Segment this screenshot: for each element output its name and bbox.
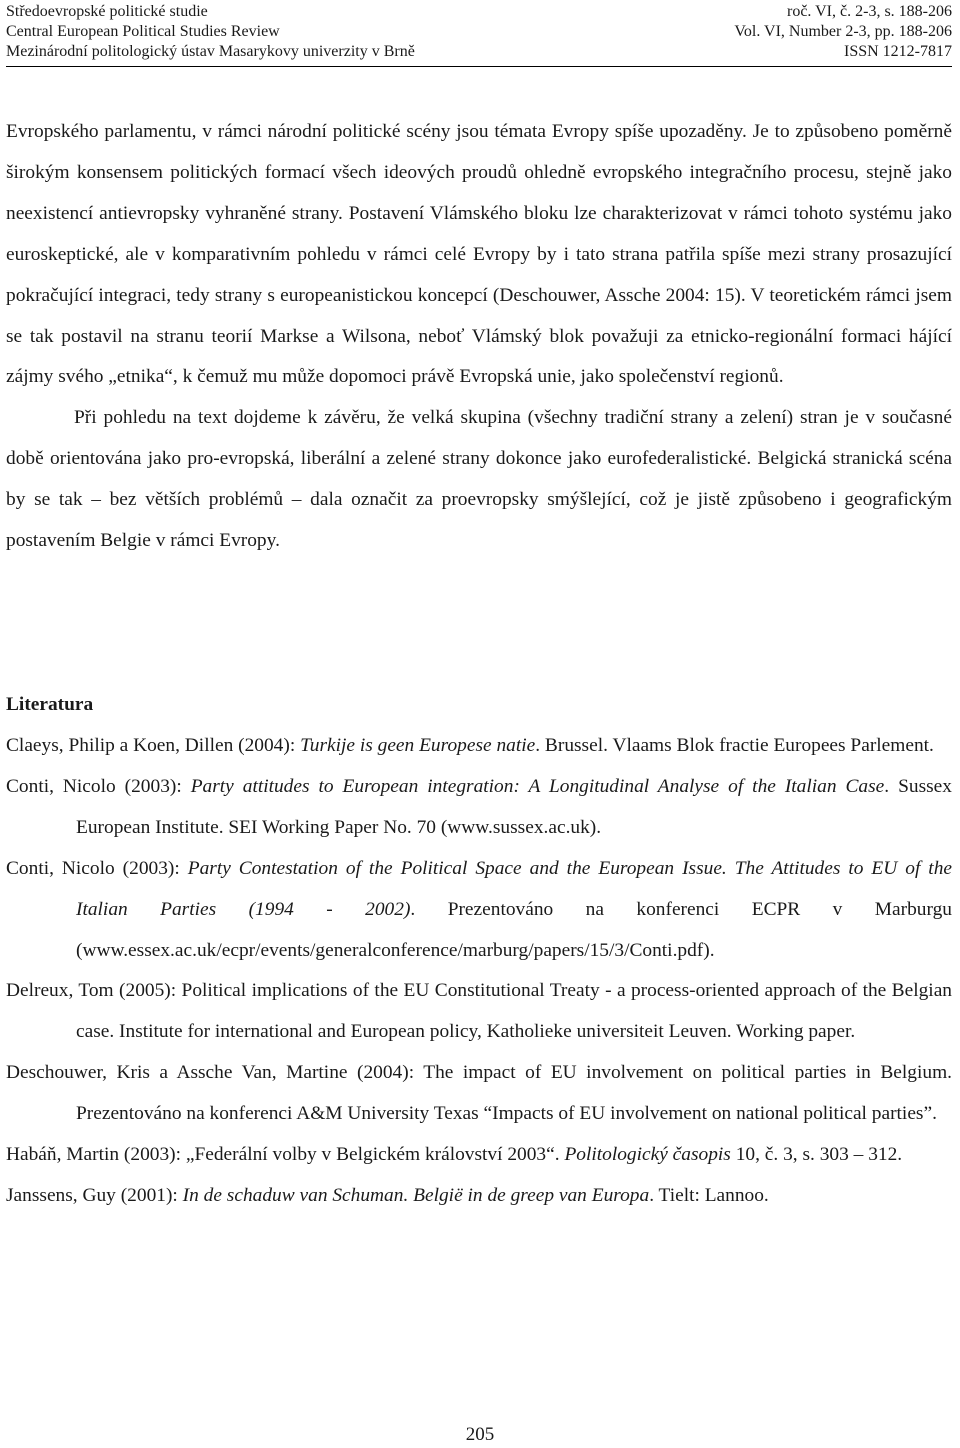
reference-item: Conti, Nicolo (2003): Party attitudes to European integration: A Longitudinal Analyse of the Italian Case. Sussex European Institute. SEI Working Paper No. 70 (www.sussex.ac.uk).	[6, 775, 952, 838]
reference-item: Claeys, Philip a Koen, Dillen (2004): Turkije is geen Europese natie. Brussel. Vlaams Blok fractie Europees Parlement.	[6, 735, 934, 756]
header-rule	[6, 66, 952, 67]
issn: ISSN 1212-7817	[843, 43, 952, 60]
page-number: 205	[465, 1424, 495, 1445]
issue-en: Vol. VI, Number 2-3, pp. 188-206	[734, 23, 952, 40]
header-row-2	[6, 22, 952, 42]
header-row-3	[6, 42, 952, 62]
reference-item: Delreux, Tom (2005): Political implications of the EU Constitutional Treaty - a process-oriented approach of the Belgian case. Institute for international and European policy, Katholieke universiteit Leuven. Working paper.	[6, 980, 952, 1043]
reference-item: Conti, Nicolo (2003): Party Contestation of the Political Space and the European Issue. The Attitudes to EU of the Italian Parties (1994 - 2002). Prezentováno na konferenci ECPR v Marburgu (www.essex.ac.uk/ecpr/events/generalconference/marburg/papers/15/3/Conti.pdf).	[6, 857, 952, 961]
journal-header	[6, 2, 952, 62]
article-body	[6, 112, 952, 562]
journal-name-en: Central European Political Studies Review	[6, 23, 280, 40]
journal-name-cz: Středoevropské politické studie	[6, 3, 208, 20]
header-row-1	[6, 2, 952, 22]
reference-item: Habáň, Martin (2003): „Federální volby v Belgickém království 2003“. Politologický časopis 10, č. 3, s. 303 – 312.	[6, 1144, 903, 1166]
reference-item: Deschouwer, Kris a Assche Van, Martine (2004): The impact of EU involvement on political parties in Belgium. Prezentováno na konferenci A&M University Texas “Impacts of EU involvement on national political parties”.	[6, 1062, 952, 1125]
issue-cz: roč. VI, č. 2-3, s. 188-206	[786, 3, 952, 20]
paragraph-2: Při pohledu na text dojdeme k závěru, že velká skupina (všechny tradiční strany a zelení) stran je v současné době orientována jako pro-evropská, liberální a zelené strany dokonce jako eurofederalistické. Belgická stranická scéna by se tak – bez větších problémů – dala označit za proevropsky smýšlející, což je jistě způsobeno i geografickým postavením Belgie v rámci Evropy.	[6, 407, 952, 552]
paragraph-1: Evropského parlamentu, v rámci národní politické scény jsou témata Evropy spíše upozaděny. Je to způsobeno poměrně širokým konsensem politických formací všech ideových proudů ohledně evropského integračního procesu, stejně jako neexistencí antievropsky vyhraněné strany. Postavení Vlámského bloku lze charakterizovat v rámci tohoto systému jako euroskeptické, ale v komparativním pohledu v rámci celé Evropy by i tato strana patřila spíše mezi strany prosazující pokračující integraci, tedy strany s europeanistickou koncepcí (Deschouwer, Assche 2004: 15). V teoretickém rámci jsem se tak postavil na stranu teorií Markse a Wilsona, neboť Vlámský blok považuji za etnicko-regionální formaci hájící zájmy svého „etnika“, k čemuž mu může dopomoci právě Evropská unie, jako společenství regionů.	[6, 121, 952, 388]
reference-list	[6, 726, 952, 1217]
reference-item: Janssens, Guy (2001): In de schaduw van Schuman. België in de greep van Europa. Tielt: Lannoo.	[6, 1184, 769, 1206]
literature-heading: Literatura	[6, 694, 94, 715]
publisher: Mezinárodní politologický ústav Masarykovy univerzity v Brně	[6, 43, 415, 60]
